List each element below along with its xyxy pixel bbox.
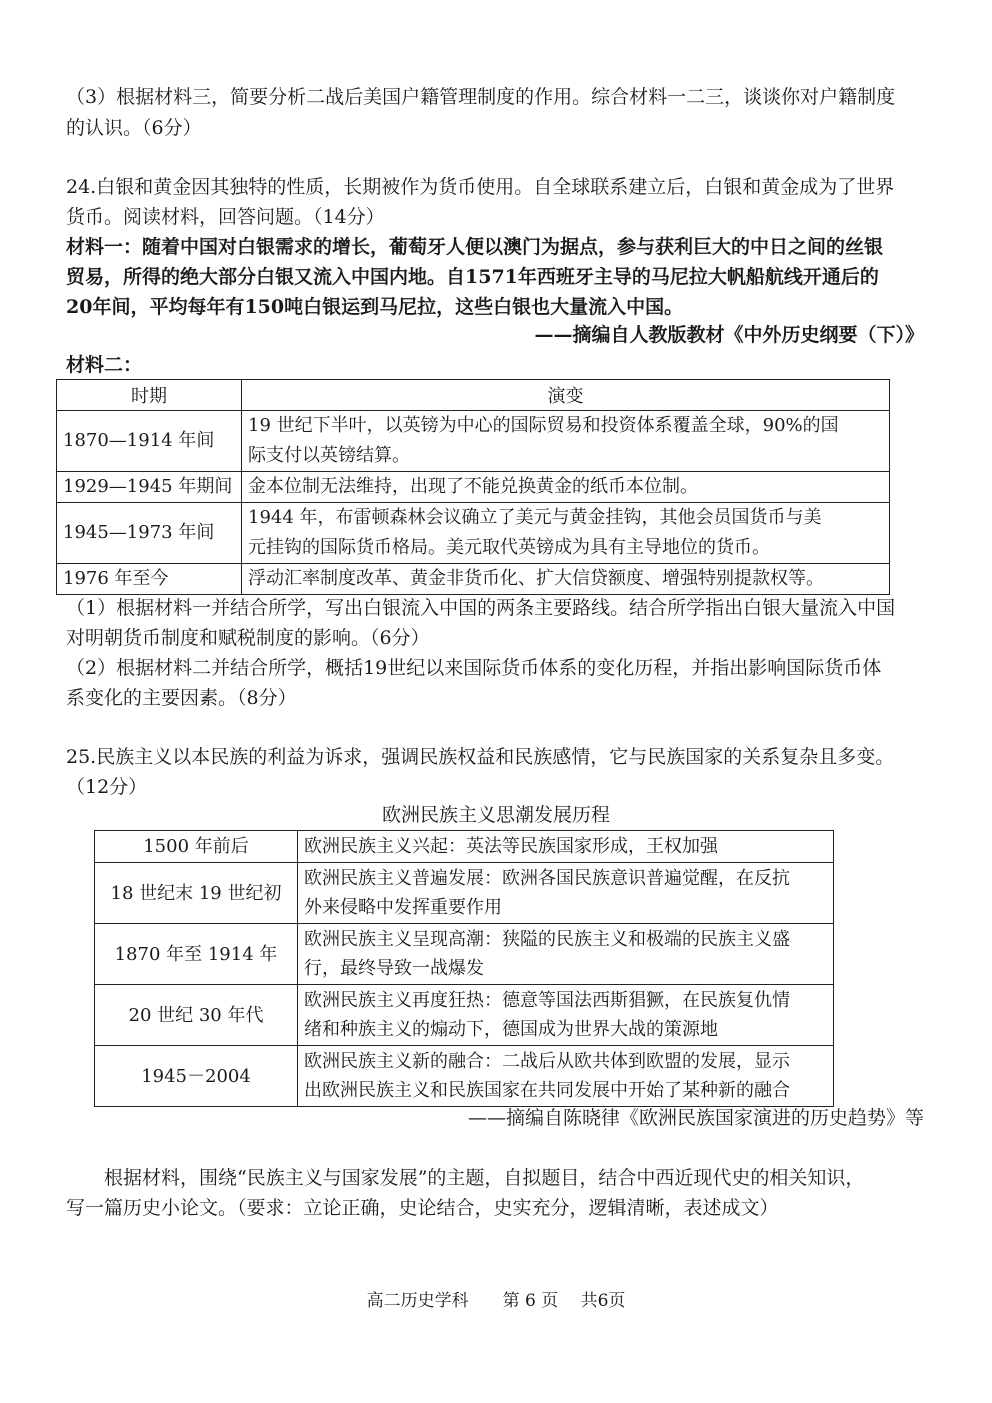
period-cell: 1945—1973 年间: [57, 503, 242, 564]
period-cell: 1870—1914 年间: [57, 411, 242, 472]
table-row: [57, 472, 890, 503]
q23-3-line-1: （3）根据材料三，简要分析二战后美国户籍管理制度的作用。综合材料一二三，谈谈你对户籍制度: [66, 86, 896, 108]
table-row: [95, 924, 834, 985]
q25-task-line-2: 写一篇历史小论文。（要求：立论正确，史论结合，史实充分，逻辑清晰，表述成文）: [66, 1197, 779, 1219]
q24-material1-line-1: 材料一：随着中国对白银需求的增长，葡萄牙人便以澳门为据点，参与获利巨大的中日之间的丝银: [66, 236, 884, 258]
change-cell: [242, 503, 890, 564]
period-cell: 1929—1945 年期间: [57, 472, 242, 503]
desc-line: 欧洲民族主义再度狂热：德意等国法西斯猖獗，在民族复仇情: [304, 990, 790, 1011]
change-line: 际支付以英镑结算。: [248, 445, 410, 466]
change-line: 1944 年，布雷顿森林会议确立了美元与黄金挂钩，其他会员国货币与美: [248, 507, 822, 528]
change-cell: [242, 564, 890, 595]
header-period: 时期: [57, 380, 242, 411]
change-cell: [242, 411, 890, 472]
q25-intro-line-2: （12分）: [66, 776, 148, 798]
change-line: 浮动汇率制度改革、黄金非货币化、扩大信贷额度、增强特别提款权等。: [248, 568, 824, 589]
q24-sub1-line-1: （1）根据材料一并结合所学，写出白银流入中国的两条主要路线。结合所学指出白银大量流入中国: [66, 597, 896, 619]
period-cell: 1976 年至今: [57, 564, 242, 595]
q25-task-line-1: 根据材料，围绕“民族主义与国家发展”的主题，自拟题目，结合中西近现代史的相关知识，: [104, 1167, 865, 1189]
desc-line: 欧洲民族主义兴起：英法等民族国家形成，王权加强: [304, 836, 718, 857]
table-row: [95, 1046, 834, 1107]
table-row: [95, 985, 834, 1046]
desc-line: 外来侵略中发挥重要作用: [304, 897, 502, 918]
q24-material2-label: 材料二：: [66, 354, 143, 376]
q24-material1-line-3: 20年间，平均每年有150吨白银运到马尼拉，这些白银也大量流入中国。: [66, 296, 684, 318]
nationalism-table: [94, 830, 834, 1107]
q24-material1-line-2: 贸易，所得的绝大部分白银又流入中国内地。自1571年西班牙主导的马尼拉大帆船航线开通后的: [66, 266, 879, 288]
desc-cell: [298, 863, 834, 924]
table-row: [95, 831, 834, 863]
q25-intro-line-1: 25.民族主义以本民族的利益为诉求，强调民族权益和民族感情，它与民族国家的关系复杂且多变。: [66, 746, 895, 768]
table-row: [57, 564, 890, 595]
table-row: [57, 411, 890, 472]
desc-cell: [298, 831, 834, 863]
desc-line: 欧洲民族主义呈现高潮：狭隘的民族主义和极端的民族主义盛: [304, 929, 790, 950]
header-change: 演变: [242, 380, 890, 411]
period-cell: 1870 年至 1914 年: [95, 924, 298, 985]
period-cell: 18 世纪末 19 世纪初: [95, 863, 298, 924]
q24-sub2-line-1: （2）根据材料二并结合所学，概括19世纪以来国际货币体系的变化历程，并指出影响国际货币体: [66, 657, 882, 679]
page-footer: 高二历史学科 第 6 页 共6页: [366, 1291, 626, 1311]
table-row: [57, 503, 890, 564]
desc-line: 绪和种族主义的煽动下，德国成为世界大战的策源地: [304, 1019, 718, 1040]
q24-sub2-line-2: 系变化的主要因素。（8分）: [66, 687, 297, 709]
table-row: [95, 863, 834, 924]
desc-line: 欧洲民族主义新的融合：二战后从欧共体到欧盟的发展，显示: [304, 1051, 790, 1072]
change-line: 元挂钩的国际货币格局。美元取代英镑成为具有主导地位的货币。: [248, 537, 770, 558]
q25-table-caption: 欧洲民族主义思潮发展历程: [381, 804, 610, 826]
q24-sub1-line-2: 对明朝货币制度和赋税制度的影响。（6分）: [66, 627, 430, 649]
table-header-row: [57, 380, 890, 411]
desc-cell: [298, 985, 834, 1046]
change-line: 19 世纪下半叶，以英镑为中心的国际贸易和投资体系覆盖全球，90%的国: [248, 415, 839, 436]
q24-intro-line-1: 24.白银和黄金因其独特的性质，长期被作为货币使用。自全球联系建立后，白银和黄金成为了世界: [66, 176, 895, 198]
desc-line: 欧洲民族主义普遍发展：欧洲各国民族意识普遍觉醒，在反抗: [304, 868, 790, 889]
period-cell: 20 世纪 30 年代: [95, 985, 298, 1046]
desc-cell: [298, 1046, 834, 1107]
period-cell: 1500 年前后: [95, 831, 298, 863]
q25-source: ——摘编自陈晓律《欧洲民族国家演进的历史趋势》等: [467, 1107, 924, 1129]
period-cell: 1945－2004: [95, 1046, 298, 1107]
desc-line: 出欧洲民族主义和民族国家在共同发展中开始了某种新的融合: [304, 1080, 790, 1101]
monetary-system-table: [56, 379, 890, 595]
q24-material1-source: ——摘编自人教版教材《中外历史纲要（下）》: [534, 324, 924, 346]
change-line: 金本位制无法维持，出现了不能兑换黄金的纸币本位制。: [248, 476, 698, 497]
q23-3-line-2: 的认识。（6分）: [66, 117, 202, 139]
desc-cell: [298, 924, 834, 985]
change-cell: [242, 472, 890, 503]
desc-line: 行，最终导致一战爆发: [304, 958, 484, 979]
q24-intro-line-2: 货币。阅读材料，回答问题。（14分）: [66, 206, 385, 228]
